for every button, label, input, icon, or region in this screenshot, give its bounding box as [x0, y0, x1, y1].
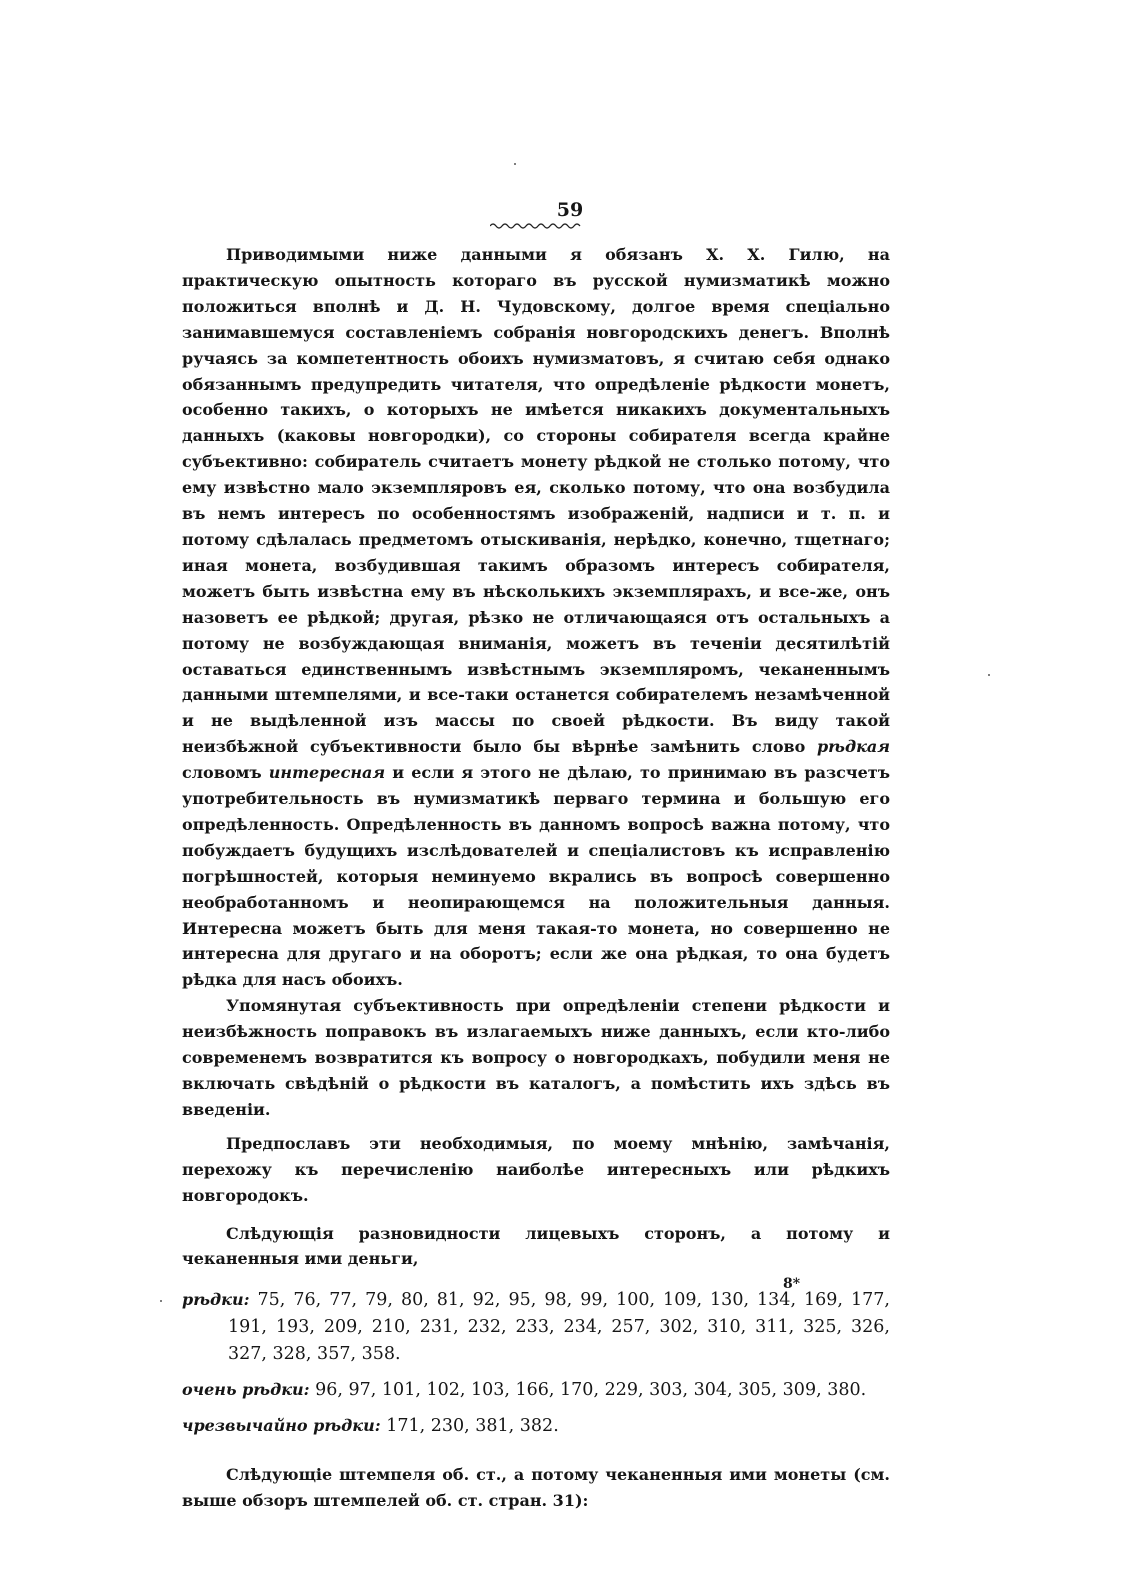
paragraph-5: Слѣдующіе штемпеля об. ст., а потому чеканенныя ими монеты (см. выше обзоръ штемпелей об. ст. стран. 31):	[182, 1465, 890, 1511]
paper-speck	[160, 1300, 162, 1302]
body-text	[182, 242, 890, 1514]
list-very-rare	[182, 1376, 890, 1404]
signature-mark: 8*	[783, 1276, 801, 1292]
paragraph-3: Предпославъ эти необходимыя, по моему мнѣнію, замѣчанія, перехожу къ перечисленію наиболѣе интересныхъ или рѣдкихъ новгородокъ.	[182, 1133, 890, 1205]
paragraph-4: Слѣдующія разновидности лицевыхъ сторонъ, а потому и чеканенныя ими деньги,	[182, 1223, 890, 1269]
paper-speck	[988, 674, 990, 676]
page-number: 59	[556, 199, 584, 221]
list-label: очень рѣдки:	[182, 1380, 310, 1400]
paragraph-1	[182, 242, 890, 993]
page-number-ornament	[490, 222, 582, 230]
list-values: 75, 76, 77, 79, 80, 81, 92, 95, 98, 99, 100, 109, 130, 134, 169, 177, 191, 193, 209, 210, 231, 232, 233, 234, 257, 302, 310, 311, 325, 326, 327, 328, 357, 358.	[228, 1290, 890, 1365]
paragraph-1-part-2: словомъ	[182, 763, 269, 783]
list-label: чрезвычайно рѣдки:	[182, 1416, 381, 1436]
list-extremely-rare	[182, 1412, 890, 1440]
term-rare: рѣдкая	[816, 737, 890, 757]
list-values: 96, 97, 101, 102, 103, 166, 170, 229, 303, 304, 305, 309, 380.	[315, 1380, 867, 1401]
list-label: рѣдки:	[182, 1290, 250, 1310]
paper-speck	[514, 163, 516, 165]
list-values: 171, 230, 381, 382.	[386, 1416, 559, 1437]
paragraph-1-part-3: и если я этого не дѣлаю, то принимаю въ разсчетъ употребительность въ нумизматикѣ перваго термина и большую его опредѣленность. Опредѣленность въ данномъ вопросѣ важна потому, что побуждаетъ будущихъ изслѣдователей и спеціалистовъ къ исправленію погрѣшностей, которыя неминуемо вкрались въ вопросѣ совершенно необработанномъ и неопирающемся на положительныя данныя. Интересна можетъ быть для меня такая-то монета, но совершенно не интересна для другаго и на оборотъ; если же она рѣдкая, то она будетъ рѣдка для насъ обоихъ.	[182, 763, 890, 990]
paragraph-2: Упомянутая субъективность при опредѣленіи степени рѣдкости и неизбѣжность поправокъ въ излагаемыхъ ниже данныхъ, если кто-либо современемъ возвратится къ вопросу о новгородкахъ, побудили меня не включать свѣдѣній о рѣдкости въ каталогъ, а помѣстить ихъ здѣсь въ введеніи.	[182, 996, 890, 1119]
term-interesting: интересная	[268, 763, 386, 783]
paragraph-1-part-1: Приводимыми ниже данными я обязанъ X. X. Гилю, на практическую опытность котораго въ русской нумизматикѣ можно положиться вполнѣ и Д. Н. Чудовскому, долгое время спеціально занимавшемуся составленіемъ собранія новгородскихъ денегъ. Вполнѣ ручаясь за компетентность обоихъ нумизматовъ, я считаю себя однако обязаннымъ предупредить читателя, что опредѣленіе рѣдкости монетъ, особенно такихъ, о которыхъ не имѣется никакихъ документальныхъ данныхъ (каковы новгородки), со стороны собирателя всегда крайне субъективно: собиратель считаетъ монету рѣдкой не столько потому, что ему извѣстно мало экземпляровъ ея, сколько потому, что она возбудила въ немъ интересъ по особенностямъ изображеній, надписи и т. п. и потому сдѣлалась предметомъ отыскиванія, нерѣдко, конечно, тщетнаго; иная монета, возбудившая такимъ образомъ интересъ собирателя, можетъ быть извѣстна ему въ нѣсколькихъ экземплярахъ, и все-же, онъ назоветъ ее рѣдкой; другая, рѣзко не отличающаяся отъ остальныхъ а потому не возбуждающая вниманія, можетъ въ теченіи десятилѣтій оставаться единственнымъ извѣстнымъ экземпляромъ, чеканеннымъ данными штемпелями, и все-таки останется собирателемъ незамѣченной и не выдѣленной изъ массы по своей рѣдкости. Въ виду такой неизбѣжной субъективности было бы вѣрнѣе замѣнить слово	[182, 245, 890, 757]
list-rare	[182, 1286, 890, 1368]
